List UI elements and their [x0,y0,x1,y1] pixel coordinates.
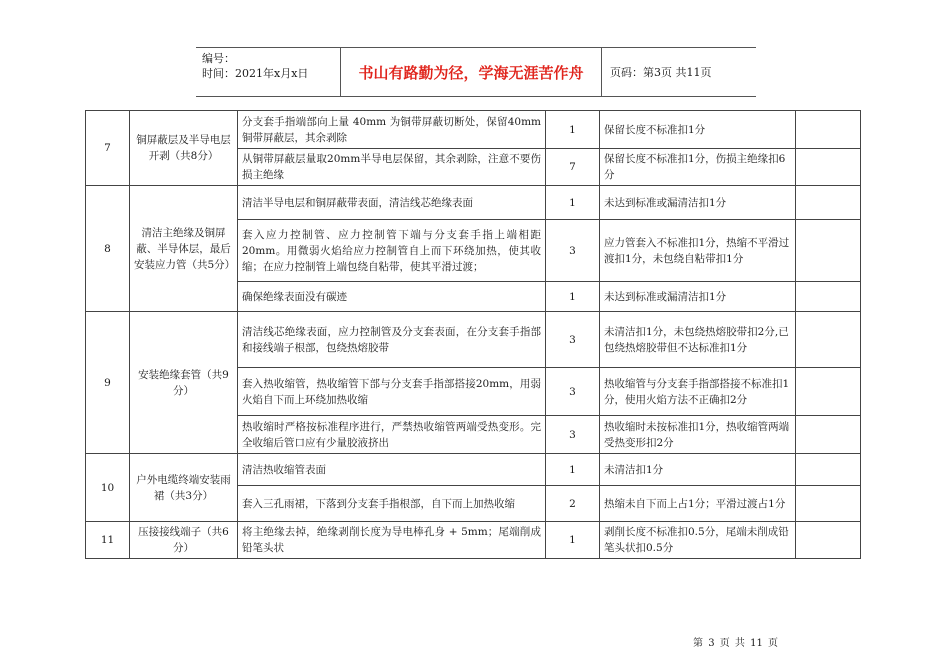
code-label: 编号： [202,52,235,65]
page-footer: 第 3 页 共 11 页 [693,638,778,649]
step-description: 清洁半导电层和铜屏蔽带表面，清洁线芯绝缘表面 [238,186,546,220]
deduction-criteria: 未达到标准或漏清洁扣1分 [600,186,796,220]
step-score: 1 [546,522,600,559]
step-score: 3 [546,368,600,416]
deduction-criteria: 保留长度不标准扣1分 [600,111,796,149]
actual-score-cell [796,368,861,416]
deduction-criteria: 热收缩管与分支套手指部搭接不标准扣1分，使用火焰方法不正确扣2分 [600,368,796,416]
item-number: 9 [86,312,130,454]
page-label: 页码：第3页 共11页 [610,66,712,79]
item-number: 11 [86,522,130,559]
step-score: 3 [546,416,600,454]
table-row [86,186,861,220]
step-score: 1 [546,454,600,486]
item-name: 户外电缆终端安装雨裙（共3分） [130,454,238,522]
deduction-criteria: 保留长度不标准扣1分，伤损主绝缘扣6分 [600,149,796,186]
step-description: 确保绝缘表面没有碳迹 [238,282,546,312]
step-description: 清洁线芯绝缘表面，应力控制管及分支套表面，在分支套手指部和接线端子根部，包绕热熔胶带 [238,312,546,368]
step-score: 1 [546,111,600,149]
deduction-criteria: 剥削长度不标准扣0.5分，尾端未削成铅笔头状扣0.5分 [600,522,796,559]
table-row [86,522,861,559]
time-label: 时间：2021年x月x日 [202,67,309,80]
step-description: 清洁热收缩管表面 [238,454,546,486]
actual-score-cell [796,312,861,368]
step-score: 2 [546,486,600,522]
page-header [196,47,756,97]
table-row [86,111,861,149]
scoring-table [85,110,861,559]
actual-score-cell [796,111,861,149]
step-description: 热收缩时严格按标准程序进行，严禁热收缩管两端受热变形。完全收缩后管口应有少量胶液挤出 [238,416,546,454]
item-name: 清洁主绝缘及铜屏蔽、半导体层，最后安装应力管（共5分） [130,186,238,312]
item-number: 7 [86,111,130,186]
step-description: 套入三孔雨裙，下落到分支套手指根部，自下而上加热收缩 [238,486,546,522]
deduction-criteria: 未清洁扣1分，未包绕热熔胶带扣2分,已包绕热熔胶带但不达标准扣1分 [600,312,796,368]
item-name: 压接接线端子（共6分） [130,522,238,559]
step-description: 分支套手指端部向上量 40mm 为铜带屏蔽切断处，保留40mm铜带屏蔽层，其余剥除 [238,111,546,149]
step-description: 从铜带屏蔽层量取20mm半导电层保留，其余剥除，注意不要伤损主绝缘 [238,149,546,186]
deduction-criteria: 热缩未自下而上占1分；平滑过渡占1分 [600,486,796,522]
actual-score-cell [796,282,861,312]
actual-score-cell [796,522,861,559]
actual-score-cell [796,186,861,220]
step-score: 3 [546,312,600,368]
step-description: 将主绝缘去掉，绝缘剥削长度为导电棒孔身 + 5mm；尾端削成铅笔头状 [238,522,546,559]
step-score: 7 [546,149,600,186]
table-row [86,454,861,486]
deduction-criteria: 热收缩时未按标准扣1分，热收缩管两端受热变形扣2分 [600,416,796,454]
actual-score-cell [796,220,861,282]
step-score: 1 [546,186,600,220]
table-row [86,312,861,368]
deduction-criteria: 未清洁扣1分 [600,454,796,486]
item-name: 安装绝缘套管（共9分） [130,312,238,454]
item-number: 10 [86,454,130,522]
item-number: 8 [86,186,130,312]
actual-score-cell [796,149,861,186]
item-name: 铜屏蔽层及半导电层开剥（共8分） [130,111,238,186]
header-meta [196,48,341,96]
actual-score-cell [796,416,861,454]
step-description: 套入应力控制管、应力控制管下端与分支套手指上端相距20mm。用微弱火焰给应力控制管自上而下环绕加热，使其收缩；在应力控制管上端包绕自粘带，使其平滑过渡； [238,220,546,282]
deduction-criteria: 应力管套入不标准扣1分，热缩不平滑过渡扣1分，未包绕自粘带扣1分 [600,220,796,282]
deduction-criteria: 未达到标准或漏清洁扣1分 [600,282,796,312]
step-description: 套入热收缩管，热收缩管下部与分支套手指部搭接20mm，用弱火焰自下而上环绕加热收缩 [238,368,546,416]
step-score: 1 [546,282,600,312]
motto: 书山有路勤为径，学海无涯苦作舟 [341,48,602,96]
actual-score-cell [796,486,861,522]
step-score: 3 [546,220,600,282]
actual-score-cell [796,454,861,486]
